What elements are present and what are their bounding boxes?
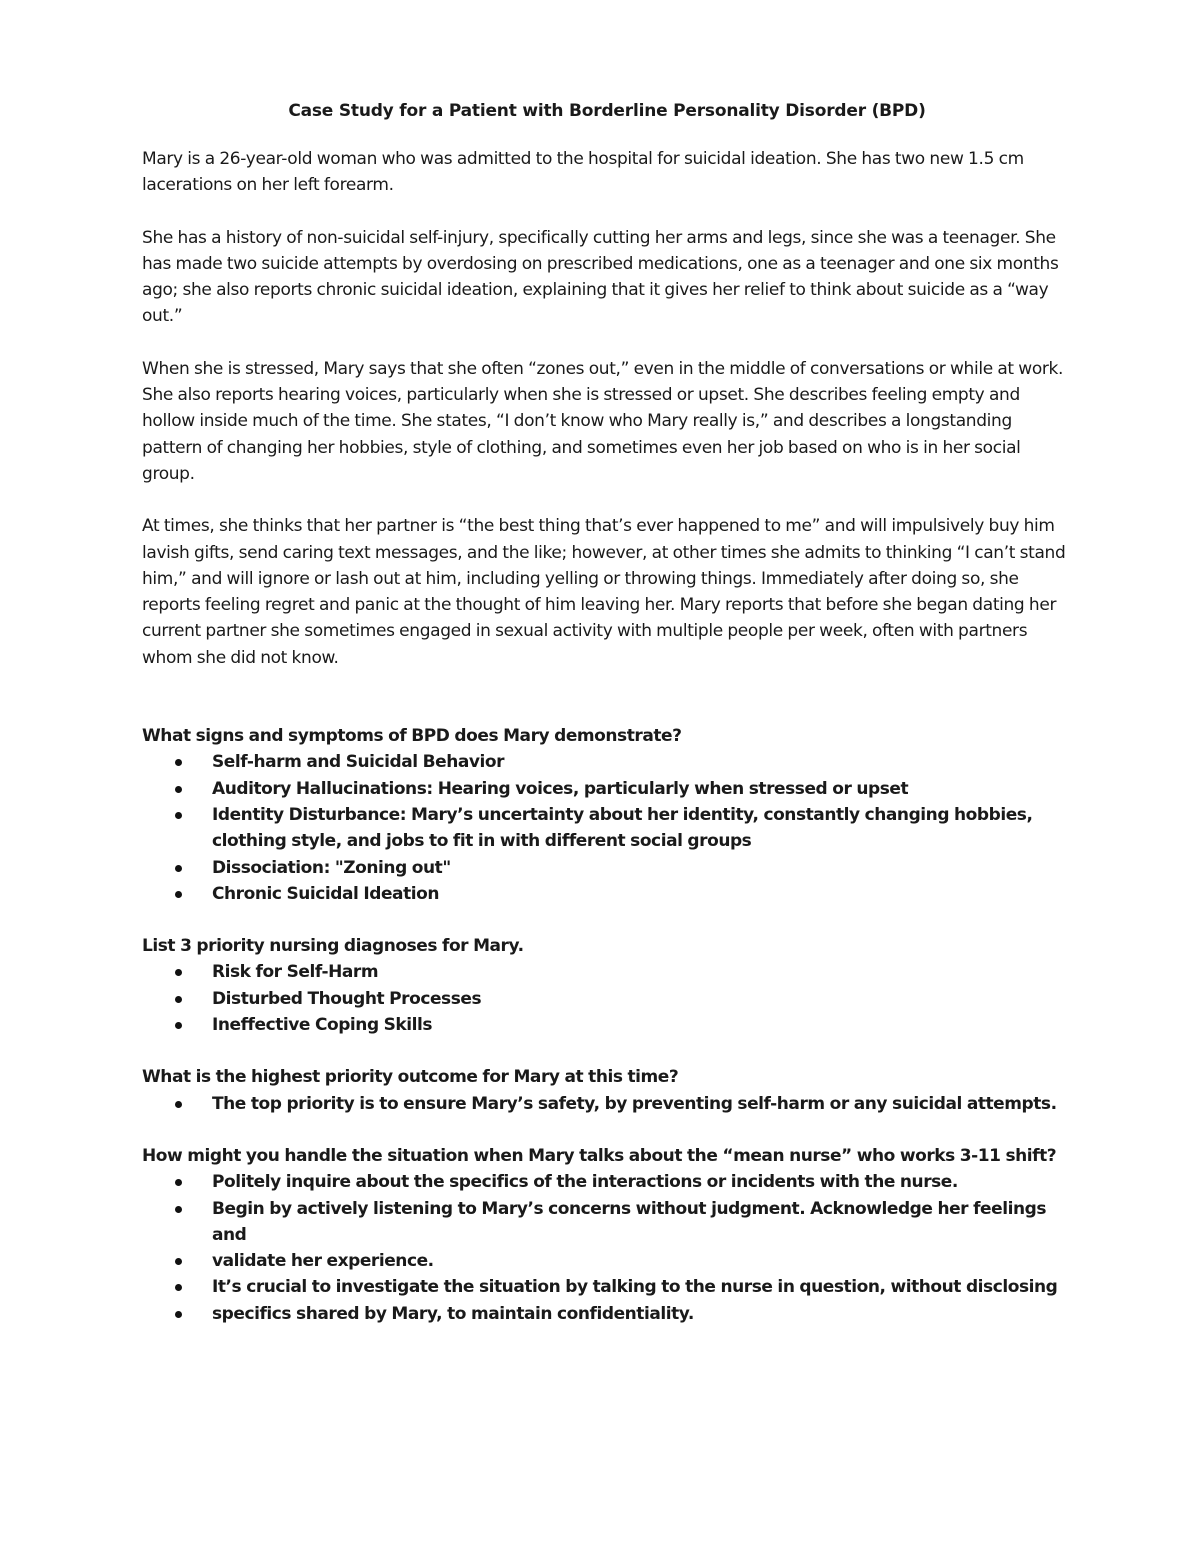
bullet-icon xyxy=(175,1022,182,1029)
question-diagnoses: List 3 priority nursing diagnoses for Mary. xyxy=(142,936,524,957)
paragraph-intro: Mary is a 26-year-old woman who was admitted to the hospital for suicidal ideation. She has two new 1.5 cm lacerations on her left forearm. xyxy=(142,149,1024,196)
document-title: Case Study for a Patient with Borderline Personality Disorder (BPD) xyxy=(288,101,926,121)
answer-text: Auditory Hallucinations: Hearing voices, particularly when stressed or upset xyxy=(212,778,909,799)
paragraph-relationships: At times, she thinks that her partner is “the best thing that’s ever happened to me” and will impulsively buy him lavish gifts, send caring text messages, and the like; however, at other times she admits to thinking “I can’t stand him,” and will ignore or lash out at him, including yelling or throwing things. Immediately after doing so, she reports feeling regret and panic at the thought of him leaving her. Mary reports that before she began dating her current partner she sometimes engaged in sexual activity with multiple people per week, often with partners whom she did not know. xyxy=(142,516,1066,668)
list-item xyxy=(142,1091,1072,1117)
bullet-icon xyxy=(175,759,182,766)
bullet-icon xyxy=(175,865,182,872)
list-item xyxy=(142,986,1072,1012)
list-item xyxy=(142,881,1072,907)
answer-text: The top priority is to ensure Mary’s safety, by preventing self-harm or any suicidal attempts. xyxy=(212,1093,1057,1114)
answer-list-diagnoses xyxy=(142,959,1072,1038)
answer-text: Politely inquire about the specifics of the interactions or incidents with the nurse. xyxy=(212,1172,958,1193)
list-item xyxy=(142,1274,1072,1300)
answer-text: Dissociation: "Zoning out" xyxy=(212,857,451,878)
question-mean-nurse: How might you handle the situation when Mary talks about the “mean nurse” who works 3-11 shift? xyxy=(142,1145,1057,1166)
answer-text: Identity Disturbance: Mary’s uncertainty about her identity, constantly changing hobbies, clothing style, and jobs to fit in with different social groups xyxy=(212,804,1033,852)
list-item xyxy=(142,749,1072,775)
answer-text: validate her experience. xyxy=(212,1251,434,1272)
answer-text: Begin by actively listening to Mary’s concerns without judgment. Acknowledge her feelings and xyxy=(212,1198,1046,1245)
document-page xyxy=(142,98,1072,1353)
answer-list-priority-outcome xyxy=(142,1091,1072,1117)
bullet-icon xyxy=(175,812,182,819)
paragraph-stress: When she is stressed, Mary says that she often “zones out,” even in the middle of conversations or while at work. She also reports hearing voices, particularly when she is stressed or upset. She describes feeling empty and hollow inside much of the time. She states, “I don’t know who Mary really is,” and describes a longstanding pattern of changing her hobbies, style of clothing, and sometimes even her job based on who is in her social group. xyxy=(142,358,1064,484)
bullet-icon xyxy=(175,996,182,1003)
answer-text: Risk for Self-Harm xyxy=(212,962,379,983)
list-item xyxy=(142,1301,1072,1327)
answer-text: Disturbed Thought Processes xyxy=(212,988,482,1009)
list-item xyxy=(142,855,1072,881)
bullet-icon xyxy=(175,1206,182,1213)
answer-text: specifics shared by Mary, to maintain confidentiality. xyxy=(212,1303,694,1324)
list-item xyxy=(142,1196,1072,1249)
bullet-icon xyxy=(175,891,182,898)
answer-text: Ineffective Coping Skills xyxy=(212,1015,433,1036)
questions-section xyxy=(142,723,1072,1327)
bullet-icon xyxy=(175,1101,182,1108)
paragraph-history: She has a history of non-suicidal self-injury, specifically cutting her arms and legs, since she was a teenager. She has made two suicide attempts by overdosing on prescribed medications, one as a teenager and one six months ago; she also reports chronic suicidal ideation, explaining that it gives her relief to think about suicide as a “way out.” xyxy=(142,227,1059,327)
bullet-icon xyxy=(175,1284,182,1291)
answer-text: It’s crucial to investigate the situation by talking to the nurse in question, without disclosing xyxy=(212,1277,1058,1298)
question-symptoms: What signs and symptoms of BPD does Mary demonstrate? xyxy=(142,726,682,747)
bullet-icon xyxy=(175,1179,182,1186)
list-item xyxy=(142,959,1072,985)
bullet-icon xyxy=(175,1311,182,1318)
bullet-icon xyxy=(175,786,182,793)
list-item xyxy=(142,776,1072,802)
bullet-icon xyxy=(175,1258,182,1265)
answer-list-symptoms xyxy=(142,749,1072,907)
list-item xyxy=(142,1248,1072,1274)
list-item xyxy=(142,1169,1072,1195)
question-priority-outcome: What is the highest priority outcome for Mary at this time? xyxy=(142,1067,679,1088)
answer-list-mean-nurse xyxy=(142,1169,1072,1327)
answer-text: Self-harm and Suicidal Behavior xyxy=(212,752,505,773)
list-item xyxy=(142,802,1072,855)
bullet-icon xyxy=(175,969,182,976)
answer-text: Chronic Suicidal Ideation xyxy=(212,883,440,904)
list-item xyxy=(142,1012,1072,1038)
